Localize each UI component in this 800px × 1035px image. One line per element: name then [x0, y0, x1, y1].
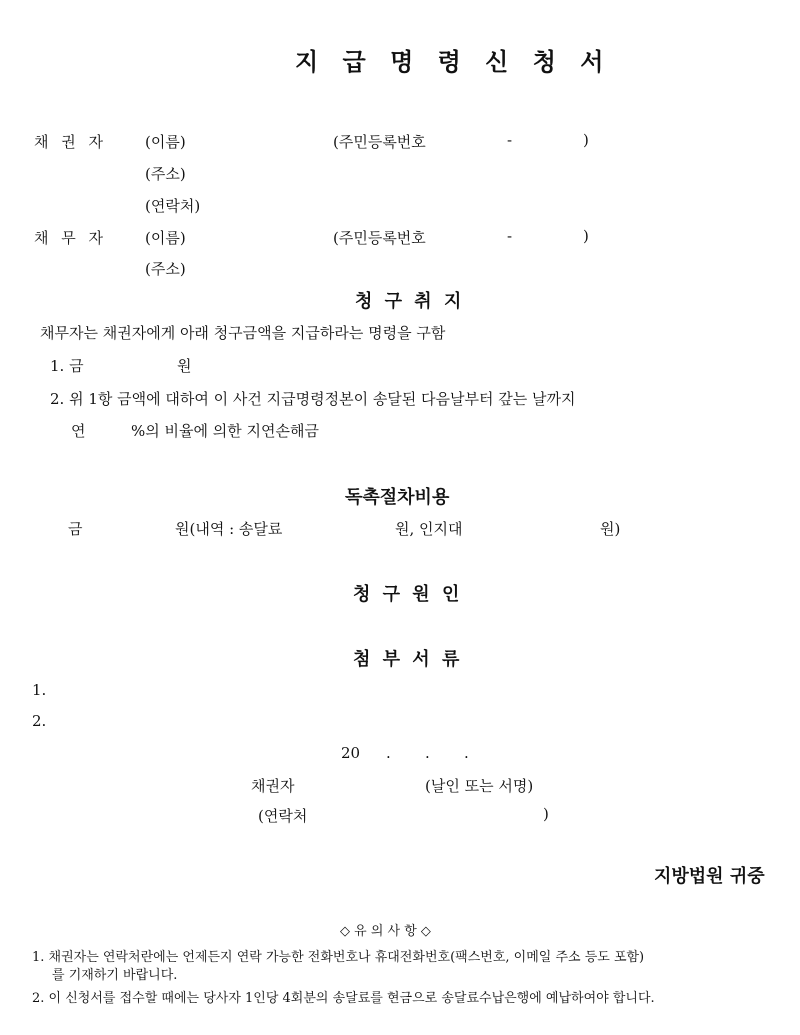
claim-purpose-heading: 청 구 취 지 [355, 291, 465, 312]
signature-contact-close: ) [543, 805, 549, 823]
creditor-label: 채 권 자 [34, 133, 108, 151]
debtor-name-field: (이름) [145, 229, 186, 247]
costs-amount-label: 금 [68, 520, 83, 538]
signature-seal-note: (날인 또는 서명) [425, 777, 534, 795]
document-title: 지 급 명 령 신 청 서 [295, 47, 612, 76]
note-2: 2. 이 신청서를 접수할 때에는 당사자 1인당 4회분의 송달료를 현금으로 송달료수납은행에 예납하여야 합니다. [32, 991, 655, 1006]
creditor-rrn-dash: - [507, 131, 513, 149]
debtor-address-field: (주소) [145, 260, 186, 278]
date-year: 20 [341, 744, 361, 762]
creditor-address-field: (주소) [145, 165, 186, 183]
claim-item1-label: 1. 금 [50, 357, 84, 375]
creditor-rrn-close: ) [583, 131, 589, 149]
signature-creditor-label: 채권자 [251, 777, 295, 795]
notes-heading: ◇ 유 의 사 항 ◇ [340, 924, 431, 939]
claim-item2-line1: 2. 위 1항 금액에 대하여 이 사건 지급명령정본이 송달된 다음날부터 갚는 날까지 [50, 390, 576, 408]
creditor-name-field: (이름) [145, 133, 186, 151]
debtor-rrn-dash: - [507, 227, 513, 245]
date-dot-2: . [425, 744, 430, 762]
attachment-item-2: 2. [32, 712, 47, 730]
date-dot-3: . [464, 744, 469, 762]
date-dot-1: . [386, 744, 391, 762]
debtor-rrn-label: (주민등록번호 [333, 229, 426, 247]
claim-item2-line2: %의 비율에 의한 지연손해금 [131, 422, 319, 440]
note-1-line-1: 1. 채권자는 연락처란에는 언제든지 연락 가능한 전화번호나 휴대전화번호(팩스번호, 이메일 주소 등도 포함) [32, 950, 645, 965]
claim-cause-heading: 청 구 원 인 [353, 584, 463, 605]
note-1-line-2: 를 기재하기 바랍니다. [52, 968, 178, 983]
costs-detail-close: 원) [600, 520, 621, 538]
debtor-rrn-close: ) [583, 227, 589, 245]
creditor-rrn-label: (주민등록번호 [333, 133, 426, 151]
court-addressee: 지방법원 귀중 [654, 866, 765, 887]
attachment-item-1: 1. [32, 681, 47, 699]
signature-contact-label: (연락처 [258, 807, 308, 825]
creditor-contact-field: (연락처) [145, 197, 201, 215]
claim-item1-unit: 원 [177, 357, 192, 375]
claim-item2-year: 연 [71, 422, 86, 440]
costs-detail-delivery: 원(내역 : 송달료 [175, 520, 283, 538]
costs-heading: 독촉절차비용 [345, 487, 450, 508]
claim-purpose-intro: 채무자는 채권자에게 아래 청구금액을 지급하라는 명령을 구함 [40, 324, 446, 342]
costs-detail-stamp: 원, 인지대 [395, 520, 463, 538]
debtor-label: 채 무 자 [34, 229, 108, 247]
attachments-heading: 첨 부 서 류 [353, 649, 463, 670]
